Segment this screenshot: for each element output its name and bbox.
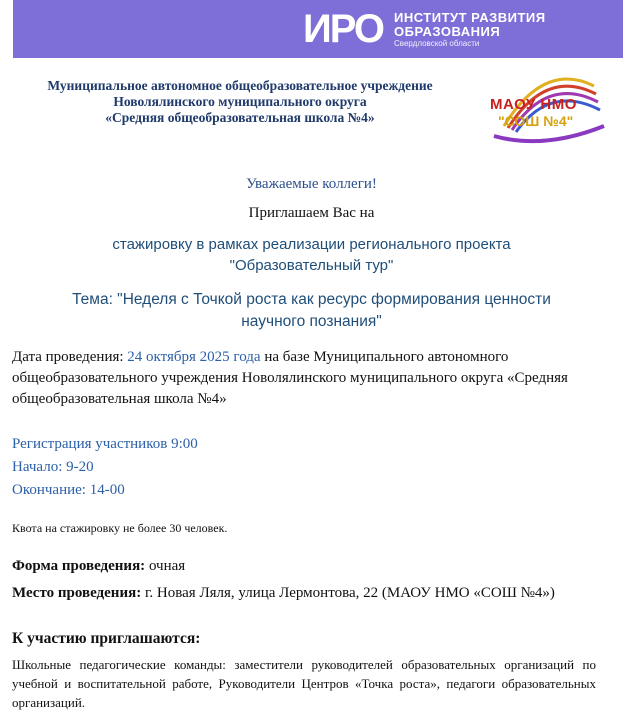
project-title-line2: "Образовательный тур" — [229, 257, 394, 274]
invited-heading: К участию приглашаются: — [12, 630, 201, 647]
project-title-line1: стажировку в рамках реализации регионального проекта — [112, 236, 511, 253]
schedule — [12, 433, 596, 502]
date-paragraph — [12, 347, 596, 410]
registration-time: Регистрация участников 9:00 — [12, 436, 198, 452]
theme-title — [0, 289, 623, 333]
quota-note: Квота на стажировку не более 30 человек. — [12, 521, 228, 535]
iro-region: Свердловской области — [394, 39, 480, 48]
project-title — [0, 234, 623, 276]
school-header-line3: «Средняя общеобразовательная школа №4» — [105, 110, 375, 125]
format-value: очная — [148, 558, 186, 574]
theme-title-line1: Тема: "Неделя с Точкой роста как ресурс формирования ценности — [72, 291, 551, 308]
location-value: г. Новая Ляля, улица Лермонтова, 22 (МАОУ НМО «СОШ №4») — [144, 585, 555, 601]
location-line — [12, 583, 596, 604]
invited-text: Школьные педагогические команды: заместители руководителей образовательных организаций по учебной и воспитательной работе, Руководители Центров «Точка роста», педагоги образовательных организаций. — [12, 657, 596, 710]
date-value: 24 октября 2025 года — [127, 349, 261, 365]
date-venue-text: на базе Муниципального автономного общеобразовательного учреждения Новолялинского муниципального округа «Средняя общеобразовательная школа №4» — [12, 349, 568, 407]
invitation: Приглашаем Вас на — [248, 205, 375, 221]
iro-name-line2: ОБРАЗОВАНИЯ — [394, 24, 501, 39]
school-header — [20, 78, 460, 126]
school-header-line2: Новолялинского муниципального округа — [113, 94, 367, 109]
date-label: Дата проведения: — [12, 349, 124, 365]
school-logo — [484, 66, 610, 150]
school-header-line1: Муниципальное автономное общеобразовательное учреждение — [47, 78, 433, 93]
location-label: Место проведения: — [12, 585, 142, 601]
greeting: Уважаемые коллеги! — [246, 176, 377, 192]
school-logo-label: МАОУ НМО — [490, 96, 577, 113]
format-line — [12, 556, 596, 577]
school-logo-sublabel: "СОШ №4" — [498, 113, 574, 129]
iro-banner-text — [394, 11, 546, 49]
iro-logo: ИРО — [303, 7, 384, 51]
iro-name-line1: ИНСТИТУТ РАЗВИТИЯ — [394, 10, 546, 25]
theme-title-line2: научного познания" — [241, 313, 382, 330]
format-label: Форма проведения: — [12, 558, 146, 574]
start-time: Начало: 9-20 — [12, 459, 94, 475]
iro-banner — [13, 0, 623, 58]
end-time: Окончание: 14-00 — [12, 482, 125, 498]
